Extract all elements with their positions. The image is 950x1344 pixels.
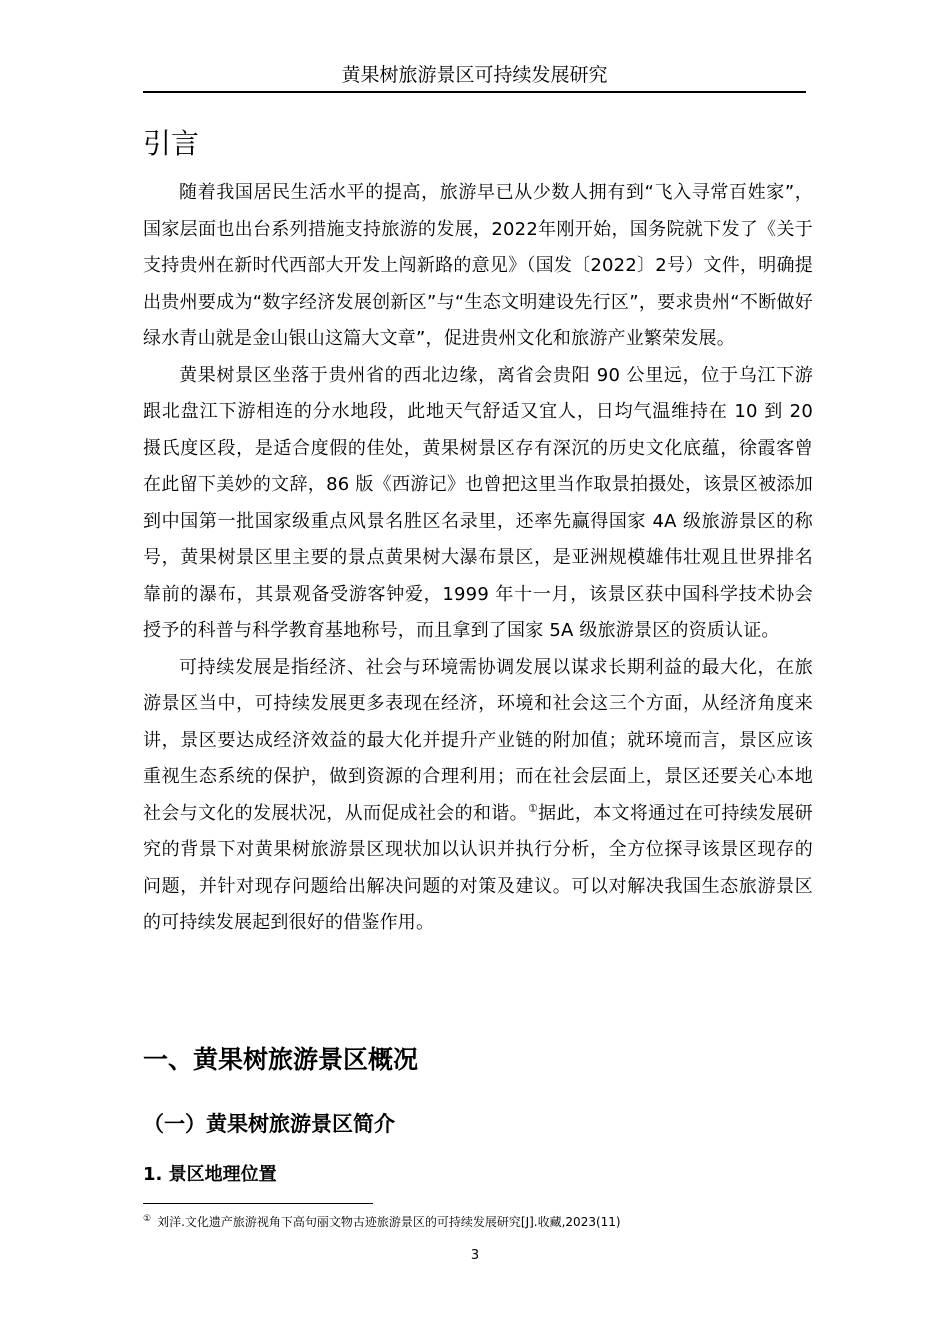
footnote-rule <box>143 1203 373 1204</box>
running-header: 黄果树旅游景区可持续发展研究 <box>341 64 608 86</box>
footnote-reference[interactable]: ① <box>527 801 539 815</box>
header-rule <box>143 91 806 93</box>
intro-paragraph-2: 黄果树景区坐落于贵州省的西北边缘，离省会贵阳 90 公里远，位于乌江下游跟北盘江下游相连的分水地段，此地天气舒适又宜人，日均气温维持在 10 到 20 摄氏度区段，是适合度假的佳处，黄果树景区存有深沉的历史文化底蕴，徐霞客曾在此留下美妙的文辞，86 版《西游记》也曾把这里当作取景拍摄处，该景区被添加到中国第一批国家级重点风景名胜区名录里，还率先赢得国家 4A 级旅游景区的称号，黄果树景区里主要的景点黄果树大瀑布景区，是亚洲规模雄伟壮观且世界排名靠前的瀑布，其景观备受游客钟爱，1999 年十一月，该景区获中国科学技术协会授予的科普与科学教育基地称号，而且拿到了国家 5A 级旅游景区的资质认证。 <box>143 364 813 641</box>
footnote-mark: ① <box>143 1214 152 1224</box>
page-number: 3 <box>470 1248 480 1263</box>
intro-paragraph-1: 随着我国居民生活水平的提高，旅游早已从少数人拥有到“飞入寻常百姓家”，国家层面也出台系列措施支持旅游的发展，2022年刚开始，国务院就下发了《关于支持贵州在新时代西部大开发上闯新路的意见》（国发〔2022〕2号）文件，明确提出贵州要成为“数字经济发展创新区”与“生态文明建设先行区”，要求贵州“不断做好绿水青山就是金山银山这篇大文章”，促进贵州文化和旅游产业繁荣发展。 <box>143 182 813 349</box>
subsubsection-heading: 1. 景区地理位置 <box>143 1164 277 1185</box>
intro-heading: 引言 <box>143 127 200 160</box>
subsection-heading: （一）黄果树旅游景区简介 <box>143 1112 395 1136</box>
section-heading: 一、黄果树旅游景区概况 <box>143 1045 419 1074</box>
footnote-text: 刘洋.文化遗产旅游视角下高句丽文物古迹旅游景区的可持续发展研究[J].收藏,2023(11) <box>157 1215 621 1229</box>
footnote <box>143 1211 806 1230</box>
intro-body <box>143 175 813 942</box>
intro-paragraph-3 <box>143 650 813 942</box>
para3-text-b: 据此，本文将通过在可持续发展研究的背景下对黄果树旅游景区现状加以认识并执行分析，全方位探寻该景区现存的问题，并针对现存问题给出解决问题的对策及建议。可以对解决我国生态旅游景区的可持续发展起到很好的借鉴作用。 <box>143 802 814 933</box>
para3-text-a: 可持续发展是指经济、社会与环境需协调发展以谋求长期利益的最大化，在旅游景区当中，可持续发展更多表现在经济，环境和社会这三个方面，从经济角度来讲，景区要达成经济效益的最大化并提升产业链的附加值；就环境而言，景区应该重视生态系统的保护，做到资源的合理利用；而在社会层面上，景区还要关心本地社会与文化的发展状况，从而促成社会的和谐。 <box>143 656 813 824</box>
